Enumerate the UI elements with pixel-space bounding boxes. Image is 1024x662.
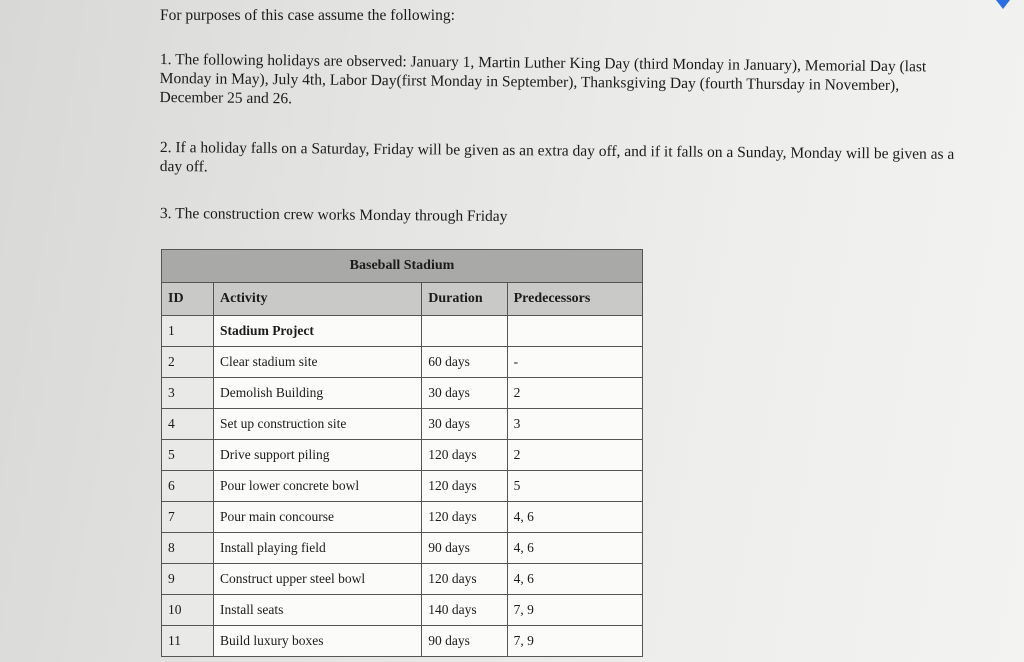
intro-line: For purposes of this case assume the following: bbox=[160, 7, 455, 24]
assumption-holidays-line-2: Monday in May), July 4th, Labor Day(first Monday in September), Thanksgiving Day (fourth Thursday in November), bbox=[159, 69, 900, 95]
cell-id: 5 bbox=[162, 440, 214, 471]
cell-activity: Install seats bbox=[214, 595, 422, 626]
assumption-holidays-line-3: December 25 and 26. bbox=[159, 88, 293, 108]
table-row bbox=[162, 471, 643, 502]
assumption-weekend-line-2: day off. bbox=[159, 157, 208, 176]
cell-predecessors: 4, 6 bbox=[507, 564, 642, 595]
cell-activity: Build luxury boxes bbox=[214, 626, 422, 657]
assumption-holidays bbox=[159, 50, 990, 115]
header-activity: Activity bbox=[214, 283, 422, 316]
cell-activity: Stadium Project bbox=[214, 316, 422, 347]
cell-predecessors: - bbox=[507, 347, 642, 378]
table-row bbox=[162, 533, 643, 564]
cell-activity: Pour main concourse bbox=[214, 502, 422, 533]
cell-duration: 30 days bbox=[422, 409, 507, 440]
cell-id: 10 bbox=[162, 595, 214, 626]
table-row bbox=[162, 502, 643, 533]
chevron-down-icon[interactable] bbox=[996, 0, 1010, 9]
header-id: ID bbox=[162, 283, 214, 316]
cell-predecessors: 2 bbox=[507, 440, 642, 471]
table-row bbox=[162, 626, 643, 657]
cell-id: 8 bbox=[162, 533, 214, 564]
table-row bbox=[162, 316, 643, 347]
cell-id: 2 bbox=[162, 347, 214, 378]
assumption-work-week bbox=[160, 204, 990, 230]
cell-id: 6 bbox=[162, 471, 214, 502]
cell-predecessors: 4, 6 bbox=[507, 533, 642, 564]
assumption-holidays-line-1: 1. The following holidays are observed: January 1, Martin Luther King Day (third Monday in January), Memorial Day (last bbox=[159, 50, 927, 76]
table-row bbox=[162, 564, 643, 595]
cell-id: 3 bbox=[162, 378, 214, 409]
cell-duration: 120 days bbox=[422, 502, 507, 533]
intro-text bbox=[160, 6, 990, 25]
cell-predecessors: 2 bbox=[507, 378, 642, 409]
cell-id: 4 bbox=[162, 409, 214, 440]
cell-duration: 120 days bbox=[422, 440, 507, 471]
table-row bbox=[162, 440, 643, 471]
cell-id: 1 bbox=[162, 316, 214, 347]
cell-predecessors: 5 bbox=[507, 471, 642, 502]
cell-duration: 90 days bbox=[422, 533, 507, 564]
cell-activity: Clear stadium site bbox=[214, 347, 422, 378]
table-header-row bbox=[162, 283, 643, 316]
cell-predecessors: 7, 9 bbox=[507, 595, 642, 626]
cell-activity: Construct upper steel bowl bbox=[214, 564, 422, 595]
table-row bbox=[162, 378, 643, 409]
header-predecessors: Predecessors bbox=[507, 283, 642, 316]
table-row bbox=[162, 595, 643, 626]
assumption-work-week-line: 3. The construction crew works Monday through Friday bbox=[159, 204, 508, 226]
cell-duration: 120 days bbox=[422, 471, 507, 502]
cell-activity: Install playing field bbox=[214, 533, 422, 564]
cell-id: 9 bbox=[162, 564, 214, 595]
cell-predecessors: 3 bbox=[507, 409, 642, 440]
cell-activity: Set up construction site bbox=[214, 409, 422, 440]
table-row bbox=[162, 409, 643, 440]
cell-duration: 30 days bbox=[422, 378, 507, 409]
baseball-stadium-table bbox=[161, 249, 643, 657]
cell-activity: Pour lower concrete bowl bbox=[214, 471, 422, 502]
baseball-stadium-table-container bbox=[161, 249, 643, 657]
cell-id: 11 bbox=[162, 626, 214, 657]
cell-duration: 140 days bbox=[422, 595, 507, 626]
table-row bbox=[162, 347, 643, 378]
table-title: Baseball Stadium bbox=[162, 250, 643, 283]
cell-duration: 90 days bbox=[422, 626, 507, 657]
cell-predecessors bbox=[507, 316, 642, 347]
cell-predecessors: 7, 9 bbox=[507, 626, 642, 657]
assumption-weekend-line-1: 2. If a holiday falls on a Saturday, Friday will be given as an extra day off, and if it falls on a Sunday, Monday will be given as a bbox=[159, 138, 955, 163]
cell-duration: 60 days bbox=[422, 347, 507, 378]
header-duration: Duration bbox=[422, 283, 507, 316]
cell-predecessors: 4, 6 bbox=[507, 502, 642, 533]
table-title-row bbox=[162, 250, 643, 283]
cell-activity: Drive support piling bbox=[214, 440, 422, 471]
cell-duration: 120 days bbox=[422, 564, 507, 595]
assumption-weekend-holidays bbox=[160, 138, 990, 183]
cell-activity: Demolish Building bbox=[214, 378, 422, 409]
cell-id: 7 bbox=[162, 502, 214, 533]
cell-duration bbox=[422, 316, 507, 347]
